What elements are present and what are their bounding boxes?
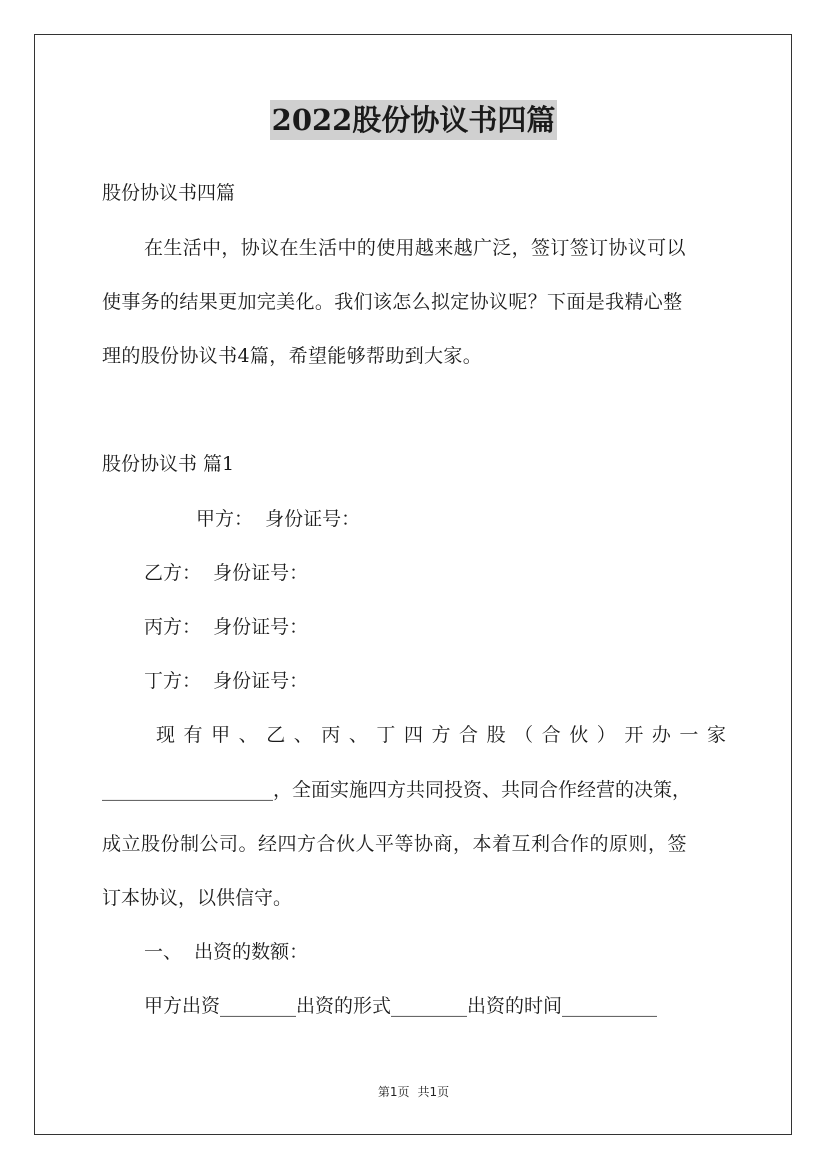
intro-line-2: 使事务的结果更加完美化。我们该怎么拟定协议呢？下面是我精心整 xyxy=(102,291,683,313)
amount-blank: ________ xyxy=(220,995,297,1017)
body-line-2 xyxy=(102,778,736,802)
document-subtitle: 股份协议书四篇 xyxy=(102,182,236,204)
section-heading: 股份协议书 篇1 xyxy=(102,453,235,475)
body-line-1: 现有甲、乙、丙、丁四方合股（合伙）开办一家 xyxy=(156,724,726,746)
document-title xyxy=(0,100,827,140)
intro-line-3: 理的股份协议书4篇，希望能够帮助到大家。 xyxy=(102,345,483,367)
body-line-4: 订本协议，以供信守。 xyxy=(102,887,293,909)
party-d-line: 丁方： 身份证号： xyxy=(144,670,309,692)
party-a-line: 甲方： 身份证号： xyxy=(196,508,361,530)
page-total: 共1页 xyxy=(417,1085,450,1099)
intro-line-1: 在生活中，协议在生活中的使用越来越广泛，签订签订协议可以 xyxy=(144,237,686,259)
clause-1-text-a: 甲方出资 xyxy=(144,995,221,1017)
document-title-text: 2022股份协议书四篇 xyxy=(270,100,558,140)
party-b-line: 乙方： 身份证号： xyxy=(144,562,309,584)
company-name-blank: __________________ xyxy=(102,779,273,801)
clause-1-line xyxy=(144,994,657,1018)
body-line-2-text: ，全面实施四方共同投资、共同合作经营的决策， xyxy=(273,779,692,801)
page-footer xyxy=(0,1084,827,1100)
party-c-line: 丙方： 身份证号： xyxy=(144,616,309,638)
clause-1-text-c: 出资的时间 xyxy=(467,995,563,1017)
clause-1-heading: 一、 出资的数额： xyxy=(144,941,309,963)
body-line-3: 成立股份制公司。经四方合伙人平等协商，本着互利合作的原则，签 xyxy=(102,833,688,855)
page-number: 第1页 xyxy=(377,1085,410,1099)
form-blank: ________ xyxy=(391,995,468,1017)
time-blank: __________ xyxy=(562,995,658,1017)
clause-1-text-b: 出资的形式 xyxy=(296,995,392,1017)
